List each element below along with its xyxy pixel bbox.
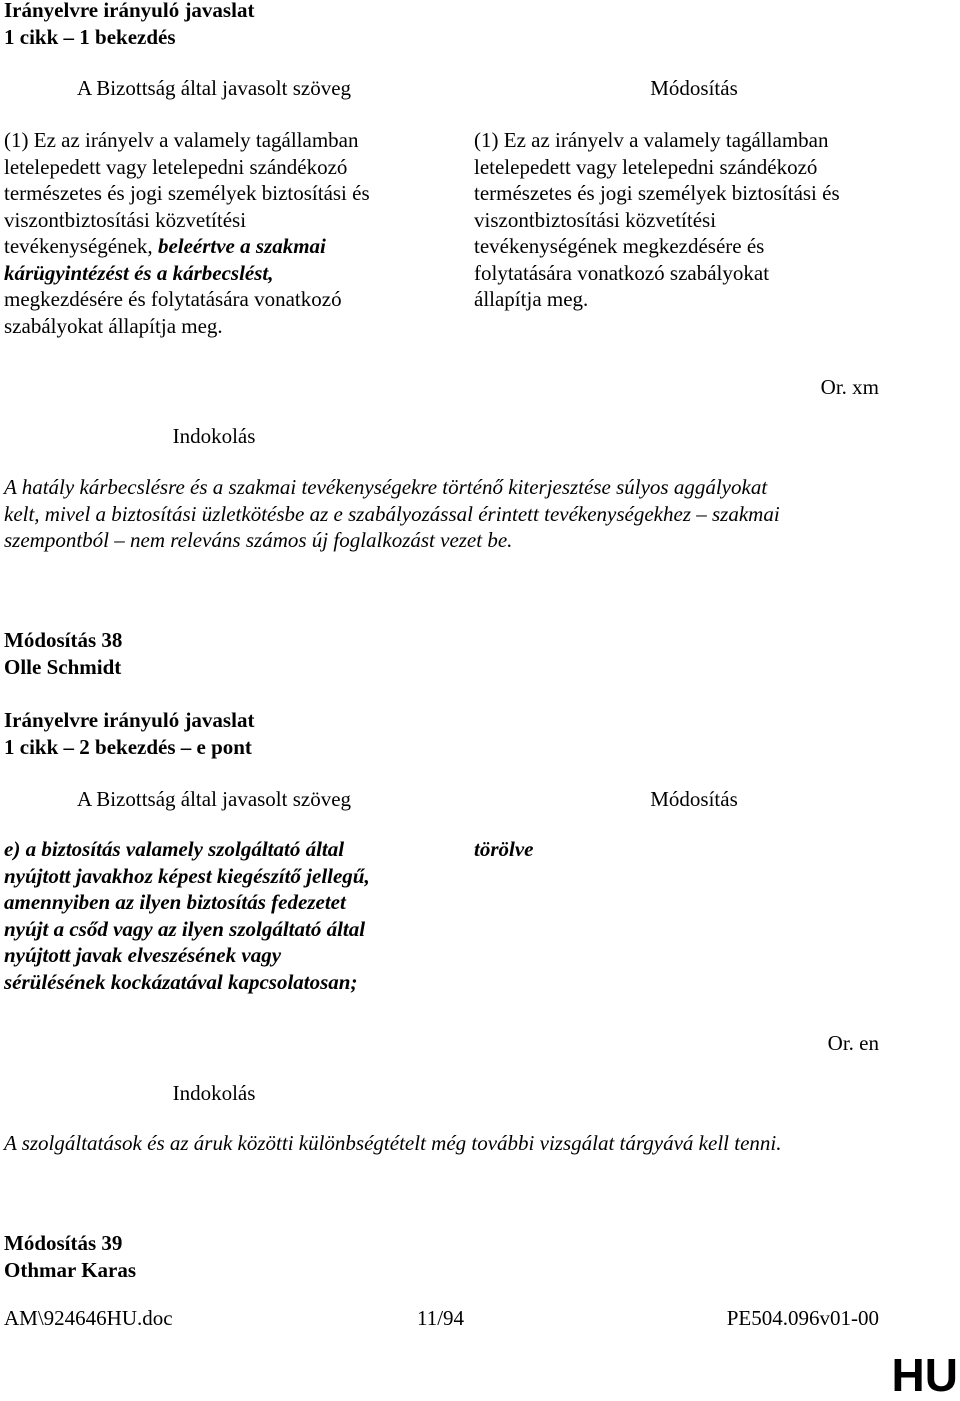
text-line: természetes és jogi személyek biztosítási és — [4, 181, 370, 205]
amendment-39-heading — [4, 1230, 136, 1283]
commission-text-header: A Bizottság által javasolt szöveg — [76, 787, 352, 811]
text-line: megkezdésére és folytatására vonatkozó — [4, 287, 342, 311]
text-line: szabályokat állapítja meg. — [4, 313, 223, 338]
amendment-author: Othmar Karas — [4, 1257, 137, 1282]
amendment-header: Módosítás — [650, 76, 738, 100]
amendment-38-reference — [4, 707, 254, 760]
justification-text — [4, 474, 884, 554]
text-line: viszontbiztosítási közvetítési — [4, 207, 247, 232]
amendment-text-deleted: törölve — [474, 837, 534, 861]
amendment-38-heading — [4, 627, 122, 680]
text-line: amennyiben az ilyen biztosítás fedezetet — [4, 890, 346, 914]
section-title — [4, 0, 254, 50]
text-line-emphasis: kárügyintézést és a kárbecslést, — [4, 260, 274, 285]
text-line: nyújt a csőd vagy az ilyen szolgáltató által — [4, 916, 366, 941]
text-line: nyújtott javak elveszésének vagy — [4, 943, 282, 967]
text-line: folytatására vonatkozó szabályokat — [474, 260, 770, 285]
text-line: A hatály kárbecslésre és a szakmai tevékenységekre történő kiterjesztése súlyos aggályokat — [4, 475, 768, 499]
justification-text — [4, 1130, 884, 1157]
text-line: állapítja meg. — [474, 287, 589, 311]
text-line: A szolgáltatások és az áruk közötti különbségtételt még további vizsgálat tárgyává kell tenni. — [4, 1131, 782, 1155]
justification-header: Indokolás — [172, 1081, 256, 1105]
justification-header: Indokolás — [172, 424, 256, 448]
text-line: letelepedett vagy letelepedni szándékozó — [474, 154, 818, 179]
reference-line-2: 1 cikk – 2 bekezdés – e pont — [4, 734, 252, 759]
text-line: sérülésének kockázatával kapcsolatosan; — [4, 969, 358, 994]
text-line: e) a biztosítás valamely szolgáltató által — [4, 837, 345, 861]
text-line: viszontbiztosítási közvetítési — [474, 207, 717, 232]
commission-text — [4, 836, 424, 995]
footer-pe-ref: PE504.096v01-00 — [726, 1306, 879, 1330]
amendment-header: Módosítás — [650, 787, 738, 811]
title-line-1: Irányelvre irányuló javaslat — [4, 0, 255, 22]
text-line: letelepedett vagy letelepedni szándékozó — [4, 154, 348, 179]
text-line: (1) Ez az irányelv a valamely tagállamban — [474, 128, 829, 152]
title-line-2: 1 cikk – 1 bekezdés — [4, 24, 176, 49]
original-language: Or. xm — [820, 375, 879, 399]
commission-text — [4, 127, 424, 339]
reference-line-1: Irányelvre irányuló javaslat — [4, 708, 255, 732]
text-line: (1) Ez az irányelv a valamely tagállamban — [4, 128, 359, 152]
original-language: Or. en — [827, 1031, 879, 1055]
amendment-author: Olle Schmidt — [4, 654, 122, 679]
text-line: természetes és jogi személyek biztosítási és — [474, 181, 840, 205]
text-line: tevékenységének megkezdésére és — [474, 234, 765, 258]
language-badge: HU — [891, 1349, 958, 1401]
amendment-number: Módosítás 38 — [4, 628, 123, 652]
footer-page-number: 11/94 — [417, 1306, 465, 1330]
commission-text-header: A Bizottság által javasolt szöveg — [76, 76, 352, 100]
text-line: kelt, mivel a biztosítási üzletkötésbe az e szabályozással érintett tevékenységekhez – szakmai — [4, 501, 780, 526]
text-run: tevékenységének, — [4, 234, 158, 258]
amendment-number: Módosítás 39 — [4, 1231, 123, 1255]
text-line: nyújtott javakhoz képest kiegészítő jellegű, — [4, 863, 370, 888]
footer-doc-ref: AM\924646HU.doc — [4, 1306, 173, 1330]
text-line: szempontból – nem releváns számos új foglalkozást vezet be. — [4, 528, 513, 552]
amendment-text — [474, 127, 914, 313]
text-run-emphasis: beleértve a szakmai — [157, 234, 326, 258]
text-line — [4, 233, 424, 260]
